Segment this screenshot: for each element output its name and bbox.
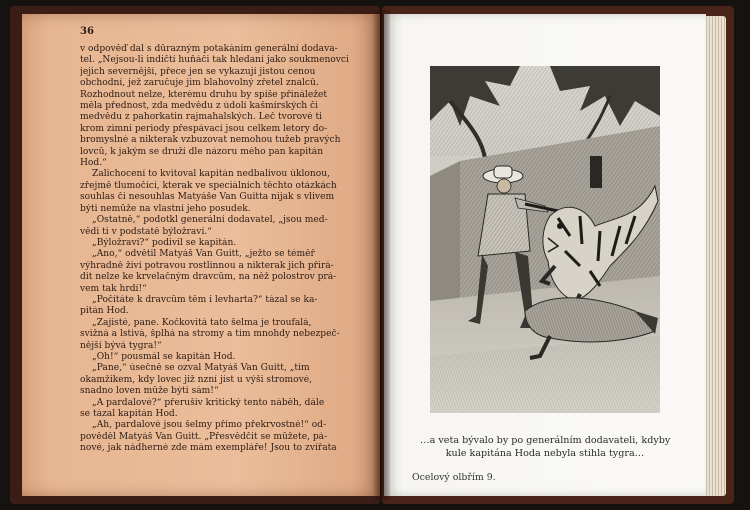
text-line: výhradně živí potravou rostlinnou a nikterak jich přirá- xyxy=(80,260,334,271)
text-line: dit nelze ke krvelačným dravcům, na něž polostrov prá- xyxy=(80,272,337,283)
text-line: medvědu z pahorkatin rajmahalských. Leč tvorové ti xyxy=(80,112,323,123)
signature-mark: Ocelový olbřím 9. xyxy=(412,472,496,483)
text-line: „Pane,“ úsečně se ozval Matyáš Van Guitt, „tím xyxy=(92,363,310,374)
tiger-hunt-illustration xyxy=(430,66,660,413)
text-line: „Ah, pardalové jsou šelmy přímo překrvostné!“ od- xyxy=(92,420,327,431)
text-line: se tázal kapitán Hod. xyxy=(80,409,178,419)
text-line: „Oh!“ pousmál se kapitán Hod. xyxy=(92,351,236,362)
text-line: Zalichocení to kvitoval kapitán nedbalivou úklonou, xyxy=(92,169,330,180)
text-line: Hod.“ xyxy=(80,158,107,169)
caption-line: …a veta bývalo by po generálním dodavateli, kdyby xyxy=(420,435,671,446)
text-line: bromyslné a nikterak vzbuzovat nemohou tužeb pravých xyxy=(80,135,341,146)
text-line: krom zimní periody přespávací jsou celkem letory do- xyxy=(80,123,328,134)
text-line: souhlas či nesouhlas Matyáše Van Guitta nijak s vlivem xyxy=(80,192,335,203)
left-page-text xyxy=(80,44,352,455)
text-line: vědi ti v podstatě býložraví.“ xyxy=(80,226,212,237)
text-line: nové, jak nádherné zde mám exempláře! Jsou to zvířata xyxy=(80,443,337,454)
text-line: svižná a lstivá, šplhá na stromy a tím mnohdy nebezpeč- xyxy=(80,329,340,340)
text-line: „A pardalové?“ přerušív kritický tento náběh, dále xyxy=(92,397,325,408)
text-line: v odpověď dal s důrazným potakáním generální dodava- xyxy=(80,44,338,54)
page-edges xyxy=(706,16,726,496)
page-number: 36 xyxy=(80,26,94,37)
text-line: nější bývá tygra!“ xyxy=(80,340,162,351)
text-line: „Ano,“ odvětil Matyáš Van Guitt, „ježto se téměř xyxy=(92,249,315,260)
text-line: „Ostatně,“ podotkl generální dodavatel, „jsou med- xyxy=(92,215,328,226)
text-line: měla přednost, zda medvědu z údolí kašmírských či xyxy=(80,101,319,112)
text-line: býti nemůže na vlastní jeho posudek. xyxy=(80,203,251,214)
text-line: jejich severnější, přece jen se vykazují jistou cenou xyxy=(80,66,316,77)
text-line: obchodní, jež zaručuje jim blahovolný zřetel znalců. xyxy=(80,78,319,89)
text-line: tel. „Nejsou-li indičtí huňáči tak hledaní jako soukmenovci xyxy=(80,55,349,66)
text-line: snadno loven může býti sám!“ xyxy=(80,386,219,397)
text-line: lovců, k jakým se druží dle názoru mého pan kapitán xyxy=(80,146,324,157)
text-line: „Zajisté, pane. Kočkovitá tato šelma je troufalá, xyxy=(92,317,312,328)
text-line: pověděl Matyáš Van Guitt. „Přesvědčit se můžete, pá- xyxy=(80,431,328,442)
text-line: „Počítáte k dravcům těm i levharta?“ tázal se ka- xyxy=(92,294,318,305)
text-line: zřejmě tlumočící, kterak ve speciálních těchto otázkách xyxy=(80,180,337,191)
caption-line: kule kapitána Hoda nebyla stihla tygra… xyxy=(445,448,645,459)
text-line: okamžikem, kdy lovec již nzní jíst u výši stromové, xyxy=(80,374,313,385)
text-line: Rozhodnout nelze, kterému druhu by spíše přináležet xyxy=(80,89,328,100)
text-line: „Býložraví?“ podivil se kapitán. xyxy=(92,237,237,248)
illustration-caption xyxy=(420,434,670,460)
book-spine-shadow xyxy=(372,10,390,500)
text-line: pitán Hod. xyxy=(80,306,129,317)
text-line: vem tak hrdí!“ xyxy=(80,283,147,294)
illustration-engraving xyxy=(430,66,660,413)
